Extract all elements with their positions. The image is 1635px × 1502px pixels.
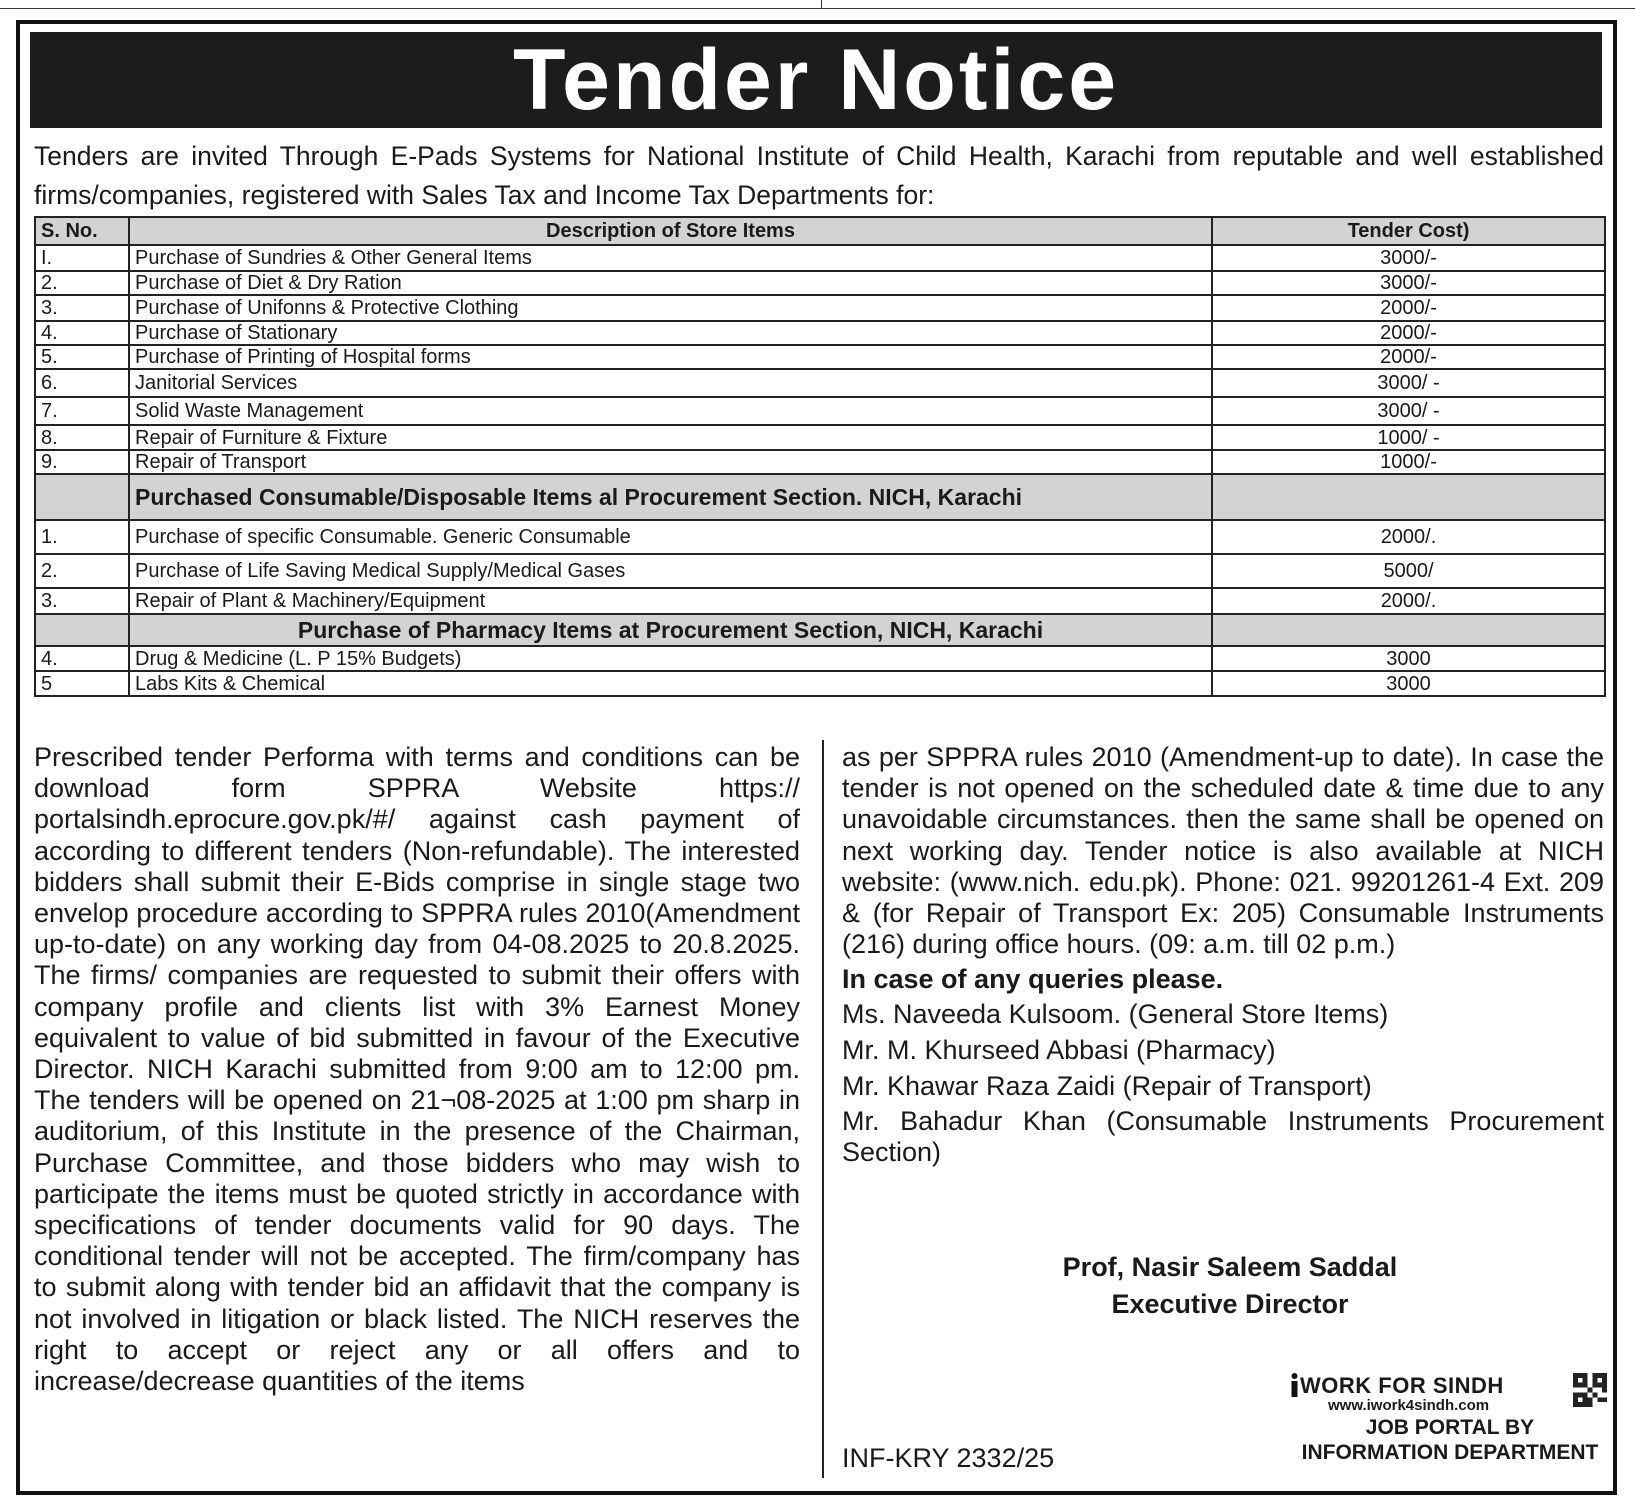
row-sno: 4. — [35, 646, 129, 671]
row-sno: 9. — [35, 450, 129, 474]
body-right-column — [842, 742, 1604, 1168]
row-sno: 5. — [35, 345, 129, 369]
table-row — [35, 588, 1605, 614]
row-cost: 2000/. — [1212, 588, 1605, 614]
reference-number: INF-KRY 2332/25 — [842, 1443, 1055, 1473]
table-row — [35, 425, 1605, 450]
row-cost: 3000/ - — [1212, 397, 1605, 425]
row-description: Purchase of Stationary — [129, 321, 1212, 345]
table-row — [35, 345, 1605, 369]
row-sno: 3. — [35, 588, 129, 614]
section-spacer — [35, 474, 129, 520]
contact-item: Mr. Bahadur Khan (Consumable Instruments Procurement Section) — [842, 1105, 1604, 1167]
logo-tagline — [1300, 1415, 1600, 1465]
top-notch — [821, 0, 822, 9]
row-description: Purchase of Diet & Dry Ration — [129, 271, 1212, 295]
top-rule — [0, 8, 1635, 9]
body-left-column — [34, 742, 800, 1397]
row-sno: 1. — [35, 520, 129, 554]
row-sno: 4. — [35, 321, 129, 345]
row-cost: 3000/ - — [1212, 369, 1605, 397]
row-sno: 8. — [35, 425, 129, 450]
row-cost: 1000/ - — [1212, 425, 1605, 450]
row-description: Repair of Furniture & Fixture — [129, 425, 1212, 450]
row-sno: 5 — [35, 671, 129, 696]
row-cost: 2000/- — [1212, 295, 1605, 321]
person-icon — [1290, 1373, 1299, 1397]
table-row — [35, 520, 1605, 554]
table-row — [35, 450, 1605, 474]
logo-brand: WORK FOR SINDH — [1300, 1373, 1504, 1398]
column-divider — [822, 740, 824, 1478]
body-left-text: Prescribed tender Performa with terms and conditions can be download form SPPRA Website https:// portalsindh.eprocure.gov.pk/#/ against cash payment of according to different tenders (Non-refundable). The interested bidders shall submit their E-Bids comprise in single stage two envelop procedure according to SPPRA rules 2010(Amendment up-to-date) on any working day from 04-08.2025 to 20.8.2025. The firms/ companies are requested to submit their offers with company profile and clients list with 3% Earnest Money equivalent to value of bid submitted in favour of the Executive Director. NICH Karachi submitted from 9:00 am to 12:00 pm. The tenders will be opened on 21¬08-2025 at 1:00 pm sharp in auditorium, of this Institute in the presence of the Chairman, Purchase Committee, and those bidders who may wish to participate the items must be quoted strictly in accordance with specifications of tender documents valid for 90 days. The conditional tender will not be accepted. The firm/company has to submit along with tender bid an affidavit that the company is not involved in litigation or black listed. The NICH reserves the right to accept or reject any or all offers and to increase/decrease quantities of the items — [34, 742, 800, 1397]
contact-item: Ms. Naveeda Kulsoom. (General Store Items) — [842, 998, 1389, 1029]
row-cost: 3000 — [1212, 671, 1605, 696]
row-sno: 6. — [35, 369, 129, 397]
row-sno: 2. — [35, 271, 129, 295]
section-row-pharmacy — [35, 614, 1605, 646]
section-spacer — [35, 614, 129, 646]
row-cost: 3000/- — [1212, 245, 1605, 271]
header-sno: S. No. — [35, 217, 129, 245]
section-title: Purchased Consumable/Disposable Items al Procurement Section. NICH, Karachi — [129, 474, 1212, 520]
contact-item: Mr. Khawar Raza Zaidi (Repair of Transport) — [842, 1070, 1372, 1101]
header-description: Description of Store Items — [129, 217, 1212, 245]
tender-table — [34, 216, 1606, 697]
row-cost: 1000/- — [1212, 450, 1605, 474]
table-row — [35, 271, 1605, 295]
table-row — [35, 321, 1605, 345]
row-description: Purchase of Unifonns & Protective Clothing — [129, 295, 1212, 321]
row-description: Purchase of specific Consumable. Generic Consumable — [129, 520, 1212, 554]
row-description: Drug & Medicine (L. P 15% Budgets) — [129, 646, 1212, 671]
table-row — [35, 245, 1605, 271]
section-row-consumables — [35, 474, 1605, 520]
header-cost: Tender Cost) — [1212, 217, 1605, 245]
signatory-name: Prof, Nasir Saleem Saddal — [1062, 1252, 1398, 1282]
row-description: Purchase of Printing of Hospital forms — [129, 345, 1212, 369]
row-cost: 2000/- — [1212, 321, 1605, 345]
logo-url: www.iwork4sindh.com — [1328, 1397, 1490, 1414]
row-description: Repair of Plant & Machinery/Equipment — [129, 588, 1212, 614]
table-row — [35, 397, 1605, 425]
table-row — [35, 671, 1605, 696]
row-description: Labs Kits & Chemical — [129, 671, 1212, 696]
section-spacer — [1212, 474, 1605, 520]
row-cost: 3000 — [1212, 646, 1605, 671]
row-description: Repair of Transport — [129, 450, 1212, 474]
intro-paragraph: Tenders are invited Through E-Pads Systems for National Institute of Child Health, Karachi from reputable and well established firms/companies, registered with Sales Tax and Income Tax Departments for: — [34, 141, 1604, 210]
table-row — [35, 554, 1605, 588]
row-sno: 7. — [35, 397, 129, 425]
row-description: Purchase of Sundries & Other General Items — [129, 245, 1212, 271]
row-cost: 2000/- — [1212, 345, 1605, 369]
row-cost: 5000/ — [1212, 554, 1605, 588]
table-header-row — [35, 217, 1605, 245]
body-right-text: as per SPPRA rules 2010 (Amendment-up to date). In case the tender is not opened on the scheduled date & time due to any unavoidable circumstances. then the same shall be opened on next working day. Tender notice is also available at NICH website: (www.nich. edu.pk). Phone: 021. 99201261-4 Ext. 209 & (for Repair of Transport Ex: 205) Consumable Instruments (216) during office hours. (09: a.m. till 02 p.m.) — [842, 742, 1604, 960]
logo-tagline-line2: INFORMATION DEPARTMENT — [1301, 1441, 1599, 1464]
row-cost: 3000/- — [1212, 271, 1605, 295]
row-sno: 2. — [35, 554, 129, 588]
table-row — [35, 369, 1605, 397]
section-spacer — [1212, 614, 1605, 646]
signature-block — [930, 1249, 1530, 1323]
table-row — [35, 295, 1605, 321]
row-description: Janitorial Services — [129, 369, 1212, 397]
row-sno: 3. — [35, 295, 129, 321]
qr-code-icon — [1573, 1373, 1607, 1407]
page-title: Tender Notice — [30, 32, 1602, 128]
logo-tagline-line1: JOB PORTAL BY — [1365, 1416, 1535, 1439]
row-description: Solid Waste Management — [129, 397, 1212, 425]
row-sno: I. — [35, 245, 129, 271]
queries-heading: In case of any queries please. — [842, 964, 1224, 995]
section-title: Purchase of Pharmacy Items at Procurement Section, NICH, Karachi — [129, 614, 1212, 646]
contact-item: Mr. M. Khurseed Abbasi (Pharmacy) — [842, 1034, 1276, 1065]
signatory-designation: Executive Director — [1111, 1289, 1349, 1319]
table-row — [35, 646, 1605, 671]
row-description: Purchase of Life Saving Medical Supply/Medical Gases — [129, 554, 1212, 588]
row-cost: 2000/. — [1212, 520, 1605, 554]
